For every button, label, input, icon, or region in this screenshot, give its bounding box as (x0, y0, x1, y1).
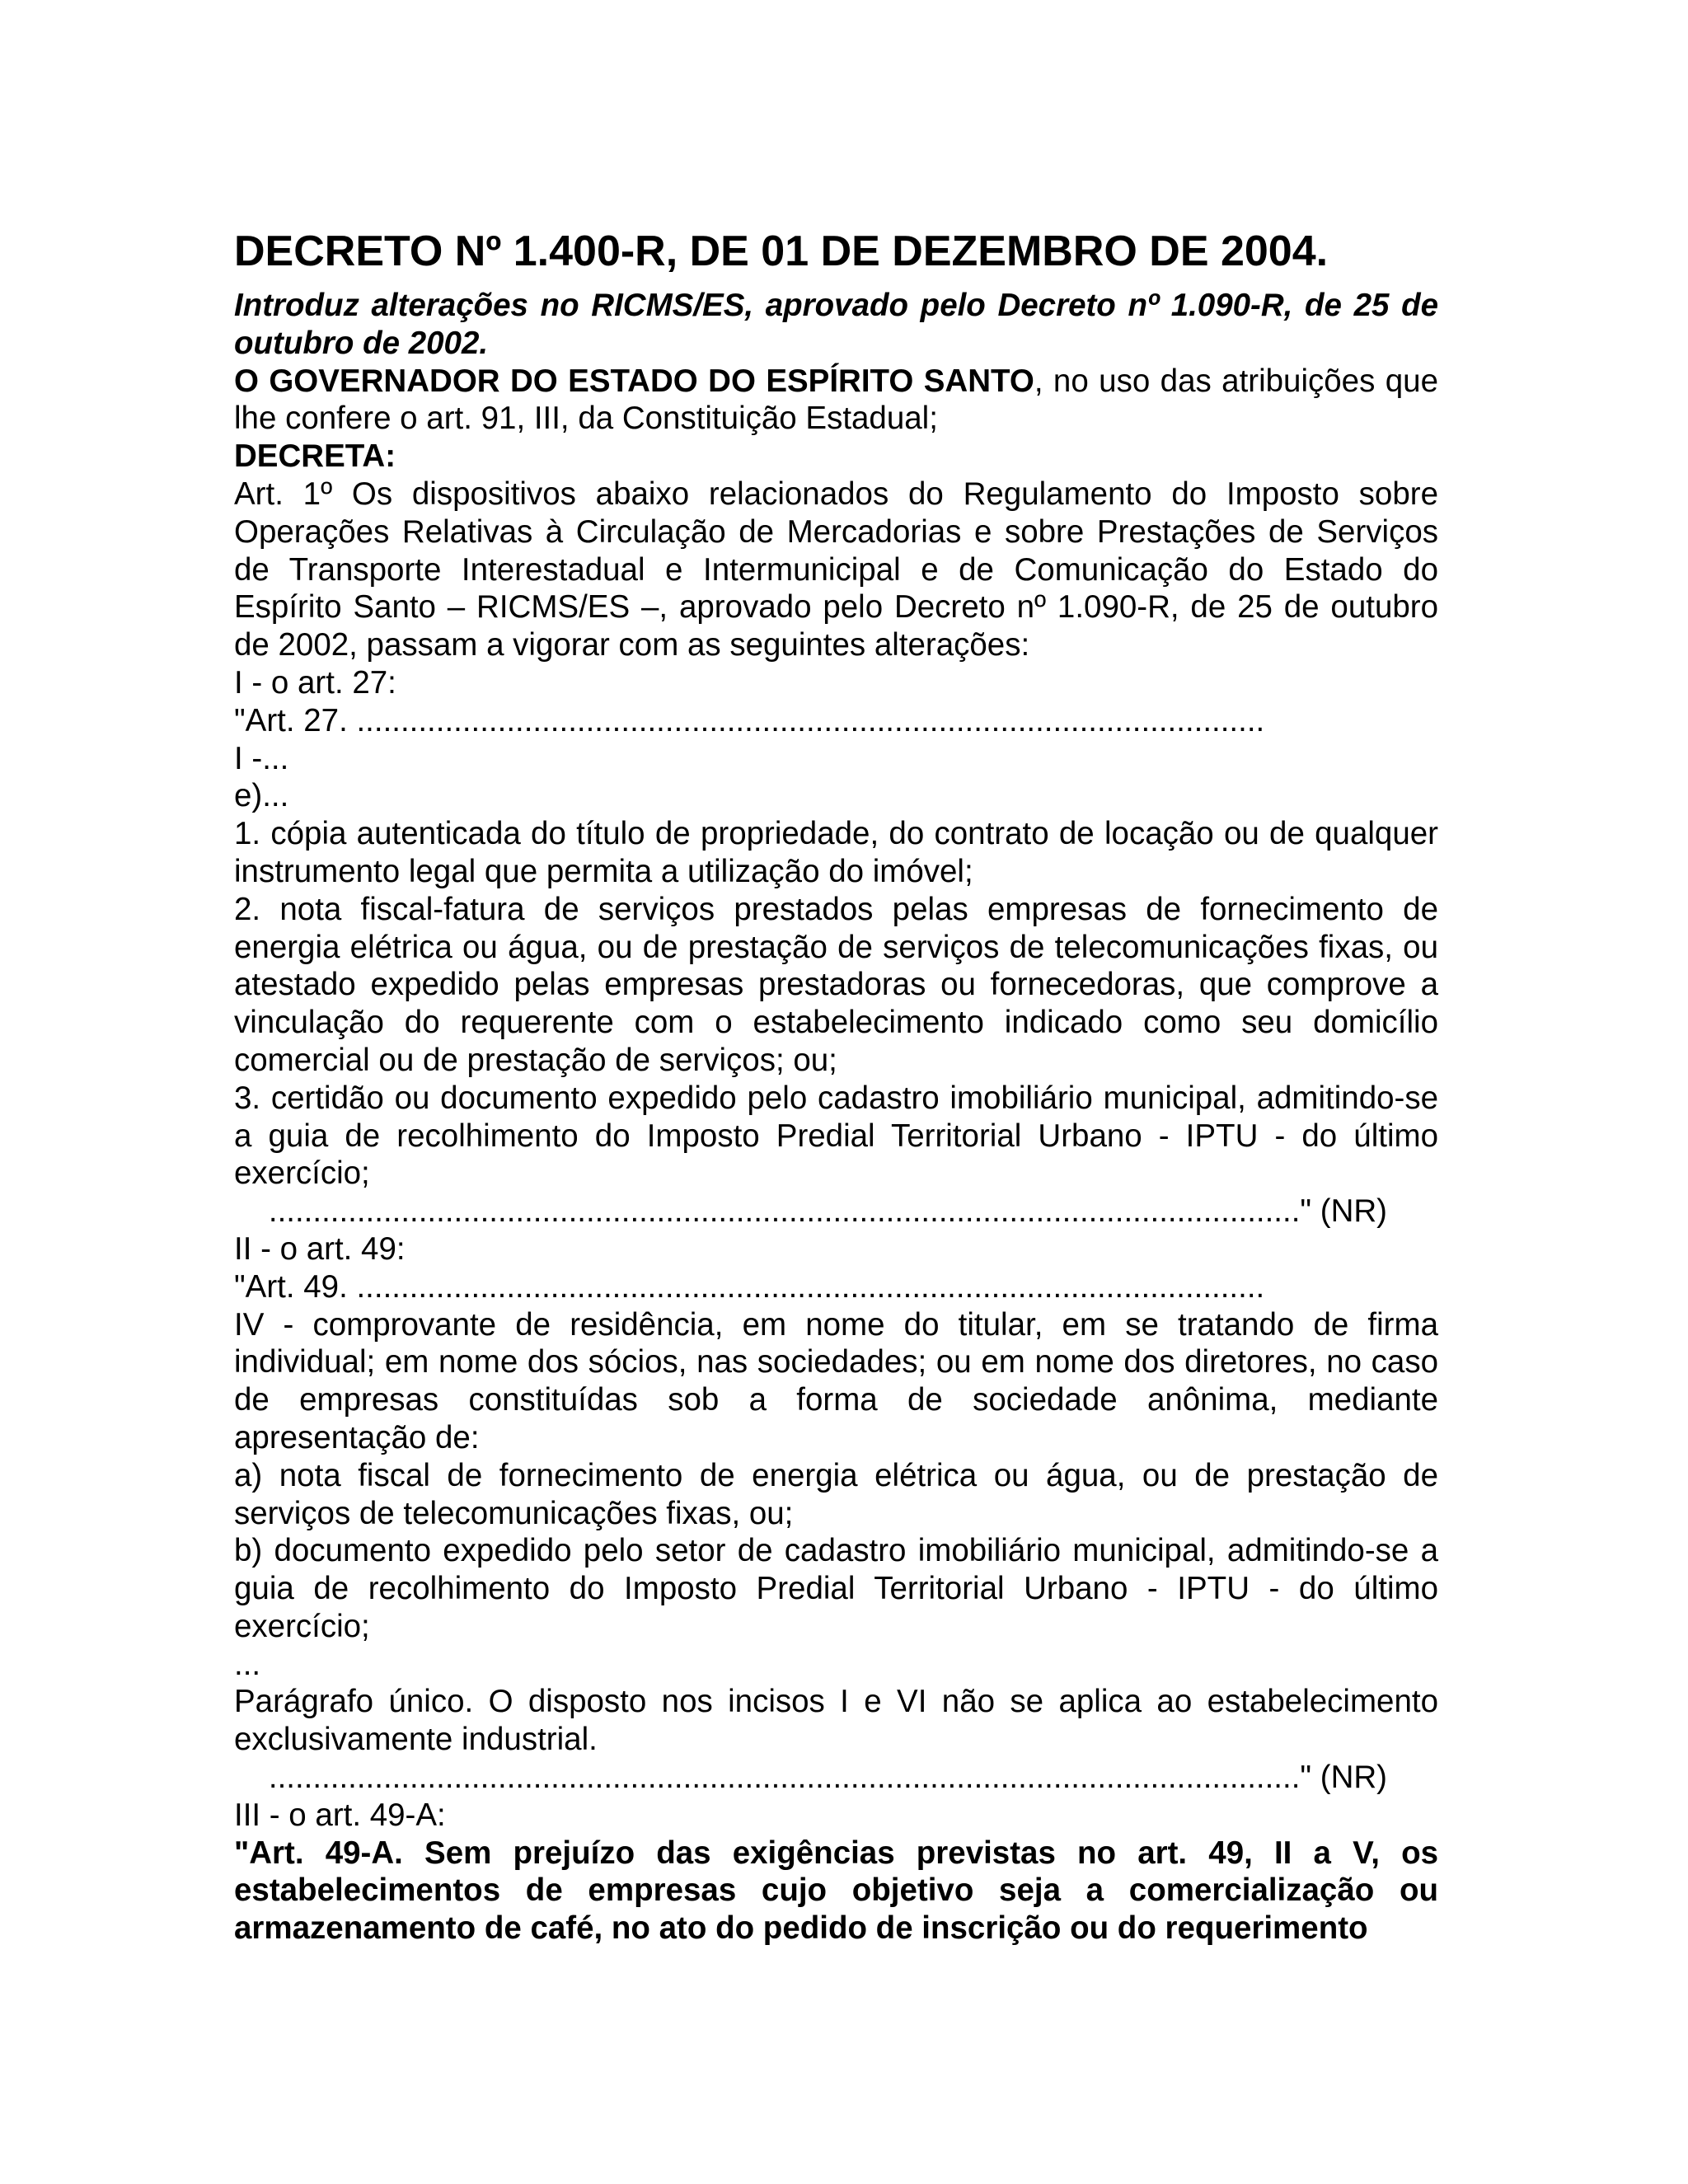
item-1-sub-alinea: e)... (234, 778, 289, 814)
item-2-paragrafo-unico: Parágrafo único. O disposto nos incisos I e VI não se aplica ao estabelecimento exclusivamente industrial. (234, 1684, 1438, 1758)
document-body (234, 287, 1438, 1947)
document-page (234, 223, 1438, 1947)
decreta-heading: DECRETA: (234, 438, 396, 475)
item-1-paragraph-2: 2. nota fiscal-fatura de serviços prestados pelas empresas de fornecimento de energia elétrica ou água, ou de prestação de serviços de telecomunicações fixas, ou atestado expedido pelas empresas prestadoras ou fornecedoras, que comprove a vinculação do requerente com o estabelecimento indicado como seu domicílio comercial ou de prestação de serviços; ou; (234, 891, 1438, 1078)
article-1: Art. 1º Os dispositivos abaixo relacionados do Regulamento do Imposto sobre Operações Relativas à Circulação de Mercadorias e sobre Prestações de Serviços de Transporte Interestadual e Intermunicipal e de Comunicação do Estado do Espírito Santo – RICMS/ES –, aprovado pelo Decreto nº 1.090-R, de 25 de outubro de 2002, passam a vigorar com as seguintes alterações: (234, 476, 1438, 663)
item-2-alinea-a: a) nota fiscal de fornecimento de energia elétrica ou água, ou de prestação de serviços de telecomunicações fixas, ou; (234, 1457, 1438, 1531)
preamble-authority: O GOVERNADOR DO ESTADO DO ESPÍRITO SANTO (234, 363, 1034, 399)
preamble (234, 363, 1438, 438)
decree-ementa: Introduz alterações no RICMS/ES, aprovado pelo Decreto nº 1.090-R, de 25 de outubro de 2002. (234, 288, 1438, 361)
preamble-text: , no uso das atribuições que lhe confere o art. 91, III, da Constituição Estadual; (234, 363, 1438, 437)
item-3-header: III - o art. 49-A: (234, 1797, 446, 1833)
decree-title: DECRETO Nº 1.400-R, DE 01 DE DEZEMBRO DE 2004. (234, 227, 1329, 275)
item-2-inciso-iv: IV - comprovante de residência, em nome do titular, em se tratando de firma individual; em nome dos sócios, nas sociedades; ou em nome dos diretores, no caso de empresas constituídas sob a forma de sociedade anônima, mediante apresentação de: (234, 1306, 1438, 1455)
item-1-closing-line: ....................................................................................................................." (NR) (268, 1193, 1387, 1230)
item-1-header: I - o art. 27: (234, 664, 396, 701)
item-2-alinea-b: b) documento expedido pelo setor de cadastro imobiliário municipal, admitindo-se a guia de recolhimento do Imposto Predial Territorial Urbano - IPTU - do último exercício; (234, 1533, 1438, 1644)
item-1-paragraph-1: 1. cópia autenticada do título de propriedade, do contrato de locação ou de qualquer instrumento legal que permita a utilização do imóvel; (234, 816, 1438, 889)
item-2-closing-line: ....................................................................................................................." (NR) (268, 1760, 1387, 1796)
item-2-article-line: "Art. 49. ....................................................................................................... (234, 1268, 1265, 1305)
item-2-header: II - o art. 49: (234, 1230, 406, 1267)
item-2-ellipsis: ... (234, 1646, 261, 1682)
item-1-sub-inciso: I -... (234, 740, 289, 776)
item-1-article-line: "Art. 27. ....................................................................................................... (234, 702, 1265, 738)
item-1-paragraph-3: 3. certidão ou documento expedido pelo cadastro imobiliário municipal, admitindo-se a guia de recolhimento do Imposto Predial Territorial Urbano - IPTU - do último exercício; (234, 1080, 1438, 1192)
item-3-article-49a: "Art. 49-A. Sem prejuízo das exigências previstas no art. 49, II a V, os estabelecimentos de empresas cujo objetivo seja a comercialização ou armazenamento de café, no ato do pedido de inscrição ou do requerimento (234, 1835, 1438, 1947)
